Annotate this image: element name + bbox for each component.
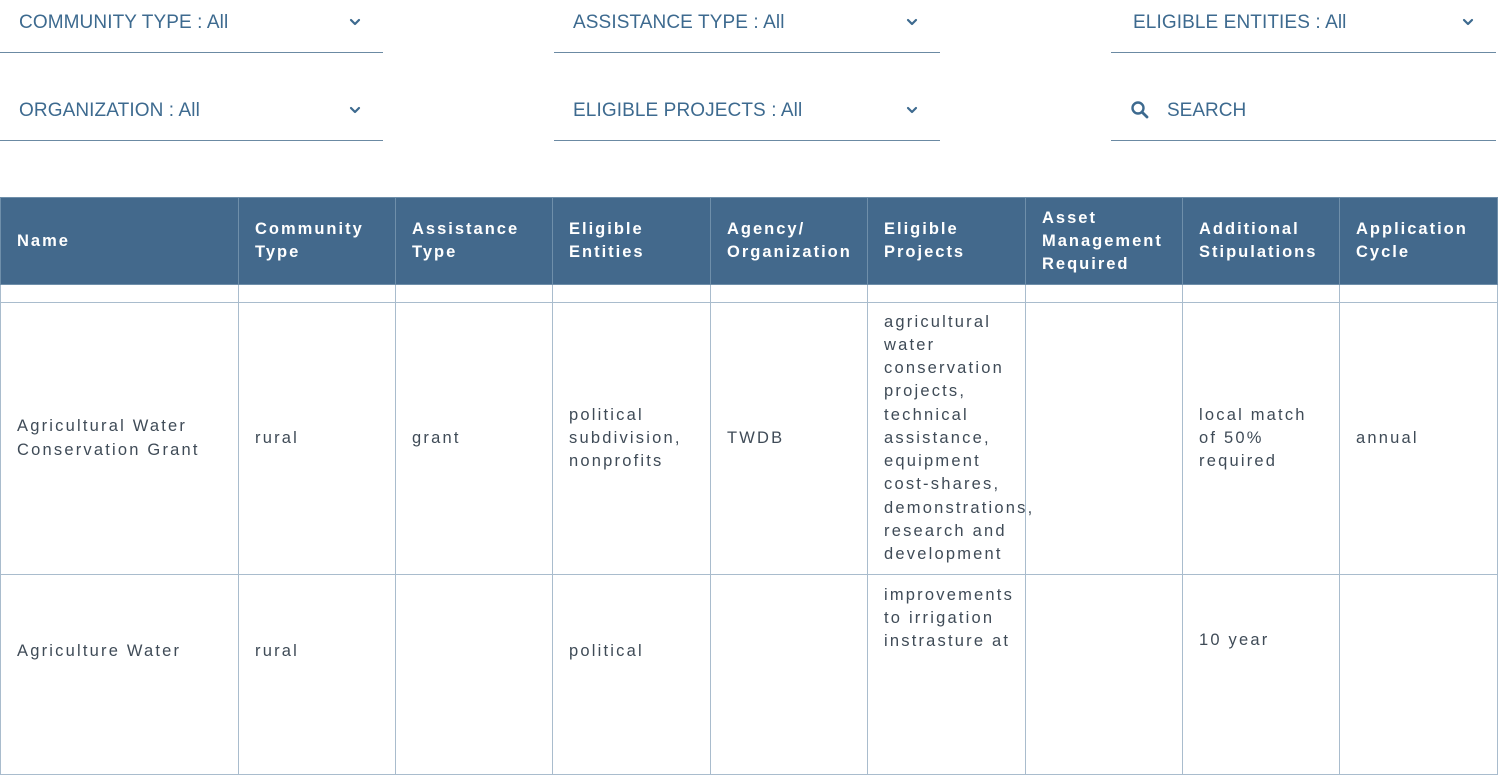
column-header-agency[interactable]: Agency/ Organization [711, 198, 868, 285]
column-header-eligible-projects[interactable]: Eligible Projects [868, 198, 1026, 285]
search-box [1111, 88, 1496, 141]
table-row[interactable] [1, 575, 1498, 775]
community-type-dropdown[interactable] [0, 0, 383, 53]
column-header-community-type[interactable]: Community Type [239, 198, 396, 285]
cell-name: Agriculture Water [1, 575, 239, 775]
chevron-down-icon [906, 104, 918, 116]
cell-community-type: rural [239, 303, 396, 575]
cell-name: Agricultural Water Conservation Grant [1, 303, 239, 575]
table-spacer-row [1, 285, 1498, 303]
column-header-eligible-entities[interactable]: Eligible Entities [553, 198, 711, 285]
organization-dropdown[interactable] [0, 88, 383, 141]
assistance-type-label: ASSISTANCE TYPE : All [573, 12, 785, 33]
organization-label: ORGANIZATION : All [19, 100, 200, 121]
cell-application-cycle [1340, 575, 1498, 775]
cell-community-type: rural [239, 575, 396, 775]
eligible-projects-dropdown[interactable] [554, 88, 940, 141]
column-header-name[interactable]: Name [1, 198, 239, 285]
cell-eligible-projects: improvements to irrigation instrasture at [868, 575, 1026, 775]
programs-table [0, 197, 1498, 775]
search-icon[interactable] [1130, 100, 1150, 120]
table-row[interactable] [1, 303, 1498, 575]
cell-application-cycle: annual [1340, 303, 1498, 575]
chevron-down-icon [906, 16, 918, 28]
column-header-assistance-type[interactable]: Assistance Type [396, 198, 553, 285]
chevron-down-icon [1462, 16, 1474, 28]
cell-eligible-entities: political subdivision, nonprofits [553, 303, 711, 575]
cell-agency [711, 575, 868, 775]
cell-stipulations: local match of 50% required [1183, 303, 1340, 575]
cell-assistance-type [396, 575, 553, 775]
search-input[interactable] [1163, 96, 1471, 126]
cell-eligible-projects: agricultural water conservation projects, technical assistance, equipment cost-shares, demonstrations, research and development [868, 303, 1026, 575]
cell-stipulations: 10 year [1183, 575, 1340, 775]
column-header-asset-management[interactable]: Asset Management Required [1026, 198, 1183, 285]
cell-asset-management [1026, 575, 1183, 775]
eligible-entities-dropdown[interactable] [1111, 0, 1496, 53]
column-header-application-cycle[interactable]: Application Cycle [1340, 198, 1498, 285]
filter-bar [0, 0, 1500, 195]
column-header-stipulations[interactable]: Additional Stipulations [1183, 198, 1340, 285]
assistance-type-dropdown[interactable] [554, 0, 940, 53]
cell-eligible-entities: political [553, 575, 711, 775]
community-type-label: COMMUNITY TYPE : All [19, 12, 229, 33]
cell-agency: TWDB [711, 303, 868, 575]
chevron-down-icon [349, 16, 361, 28]
eligible-entities-label: ELIGIBLE ENTITIES : All [1133, 12, 1347, 33]
table-header-row [1, 198, 1498, 285]
chevron-down-icon [349, 104, 361, 116]
eligible-projects-label: ELIGIBLE PROJECTS : All [573, 100, 803, 121]
cell-asset-management [1026, 303, 1183, 575]
cell-assistance-type: grant [396, 303, 553, 575]
